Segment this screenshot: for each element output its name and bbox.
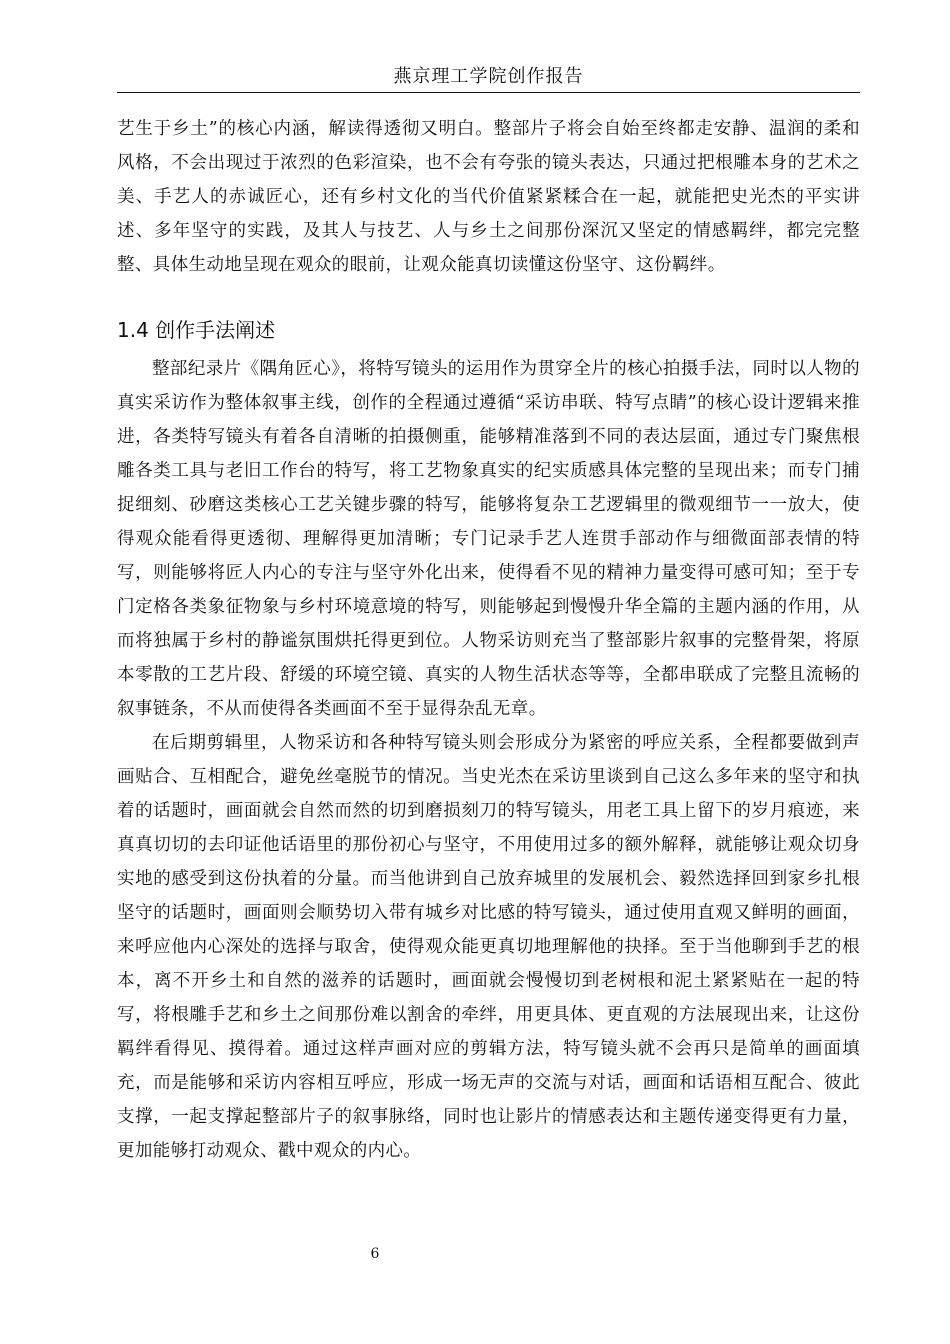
body-paragraph-1: 整部纪录片《隅角匠心》，将特写镜头的运用作为贯穿全片的核心拍摄手法，同时以人物的真实采访作为整体叙事主线，创作的全程通过遵循“采访串联、特写点睛”的核心设计逻辑来推进，各类特写镜头有着各自清晰的拍摄侧重，能够精准落到不同的表达层面，通过专门聚焦根雕各类工具与老旧工作台的特写，将工艺物象真实的纪实质感具体完整的呈现出来；而专门捕捉细刻、砂磨这类核心工艺关键步骤的特写，能够将复杂工艺逻辑里的微观细节一一放大，使得观众能看得更透彻、理解得更加清晰；专门记录手艺人连贯手部动作与细微面部表情的特写，则能够将匠人内心的专注与坚守外化出来，使得看不见的精神力量变得可感可知；至于专门定格各类象征物象与乡村环境意境的特写，则能够起到慢慢升华全篇的主题内涵的作用，从而将独属于乡村的静谧氛围烘托得更到位。人物采访则充当了整部影片叙事的完整骨架，将原本零散的工艺片段、舒缓的环境空镜、真实的人物生活状态等等，全都串联成了完整且流畅的叙事链条，不从而使得各类画面不至于显得杂乱无章。 bbox=[117, 359, 860, 719]
body-paragraph-2: 在后期剪辑里，人物采访和各种特写镜头则会形成分为紧密的呼应关系，全程都要做到声画贴合、互相配合，避免丝毫脱节的情况。当史光杰在采访里谈到自己这么多年来的坚守和执着的话题时，画面就会自然而然的切到磨损刻刀的特写镜头，用老工具上留下的岁月痕迹，来真真切切的去印证他话语里的那份初心与坚守，不用使用过多的额外解释，就能够让观众切身实地的感受到这份执着的分量。而当他讲到自己放弃城里的发展机会、毅然选择回到家乡扎根坚守的话题时，画面则会顺势切入带有城乡对比感的特写镜头，通过使用直观又鲜明的画面，来呼应他内心深处的选择与取舍，使得观众能更真切地理解他的抉择。至于当他聊到手艺的根本，离不开乡土和自然的滋养的话题时，画面就会慢慢切到老树根和泥土紧紧贴在一起的特写，将根雕手艺和乡土之间那份难以割舍的牵绊，用更具体、更直观的方法展现出来，让这份羁绊看得见、摸得着。通过这样声画对应的剪辑方法，特写镜头就不会再只是简单的画面填充，而是能够和采访内容相互呼应，形成一场无声的交流与对话，画面和话语相互配合、彼此支撑，一起支撑起整部片子的叙事脉络，同时也让影片的情感表达和主题传递变得更有力量，更加能够打动观众、戳中观众的内心。 bbox=[117, 733, 860, 1161]
document-body bbox=[117, 112, 860, 1168]
section-heading: 1.4 创作手法阐述 bbox=[117, 318, 276, 342]
intro-paragraph: 艺生于乡土”的核心内涵，解读得透彻又明白。整部片子将会自始至终都走安静、温润的柔和风格，不会出现过于浓烈的色彩渲染，也不会有夸张的镜头表达，只通过把根雕本身的艺术之美、手艺人的赤诚匠心，还有乡村文化的当代价值紧紧糅合在一起，就能把史光杰的平实讲述、多年坚守的实践，及其人与技艺、人与乡土之间那份深沉又坚定的情感羁绊，都完完整整、具体生动地呈现在观众的眼前，让观众能真切读懂这份坚守、这份羁绊。 bbox=[117, 119, 860, 275]
page-number: 6 bbox=[370, 1246, 380, 1262]
header-divider bbox=[117, 92, 860, 93]
page-header-title: 燕京理工学院创作报告 bbox=[393, 66, 584, 87]
